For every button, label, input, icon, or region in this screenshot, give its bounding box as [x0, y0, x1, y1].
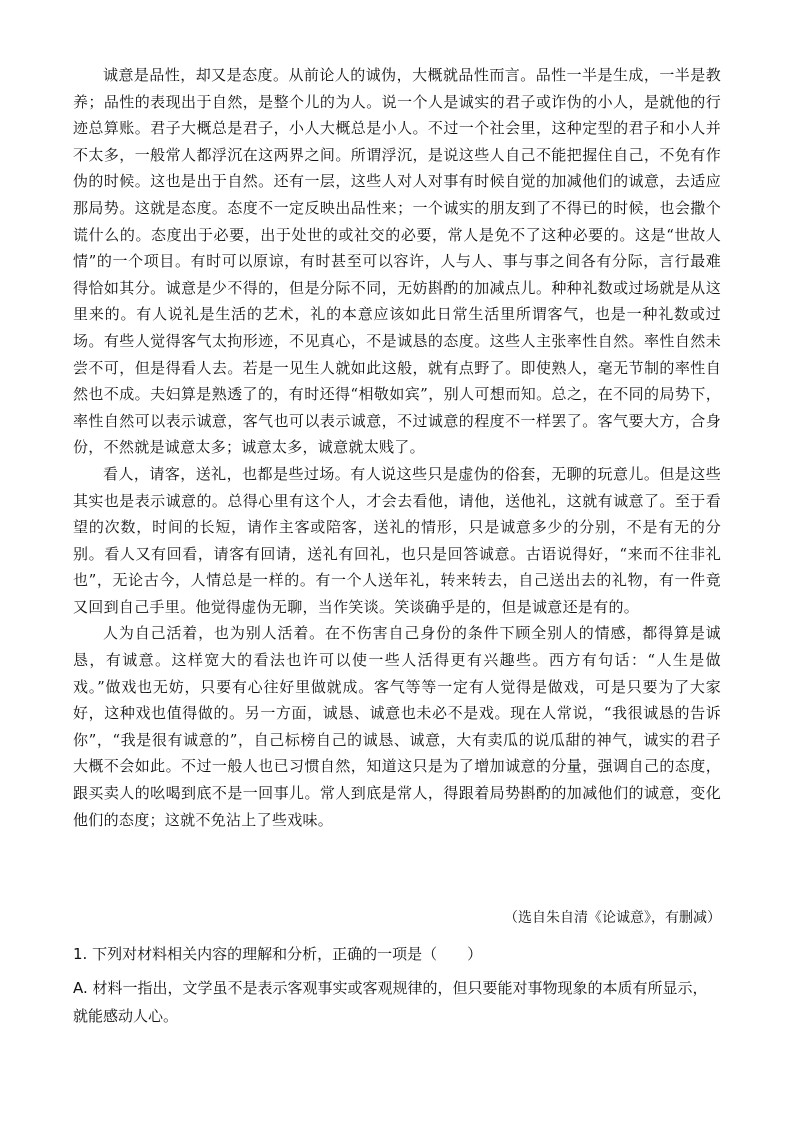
passage-body: [73, 62, 721, 833]
passage-paragraph-1: 诚意是品性，却又是态度。从前论人的诚伪，大概就品性而言。品性一半是生成，一半是教养；品性的表现出于自然，是整个儿的为人。说一个人是诚实的君子或诈伪的小人，是就他的行迹总算账。君子大概总是君子，小人大概总是小人。不过一个社会里，这种定型的君子和小人并不太多，一般常人都浮沉在这两界之间。所谓浮沉，是说这些人自己不能把握住自己，不免有作伪的时候。这也是出于自然。还有一层，这些人对人对事有时候自觉的加减他们的诚意，去适应那局势。这就是态度。态度不一定反映出品性来；一个诚实的朋友到了不得已的时候，也会撒个谎什么的。态度出于必要，出于处世的或社交的必要，常人是免不了这种必要的。这是“世故人情”的一个项目。有时可以原谅，有时甚至可以容许，人与人、事与事之间各有分际，言行最难得恰如其分。诚意是少不得的，但是分际不同，无妨斟酌的加减点儿。种种礼数或过场就是从这里来的。有人说礼是生活的艺术，礼的本意应该如此日常生活里所谓客气，也是一种礼数或过场。有些人觉得客气太拘形迹，不见真心，不是诚恳的态度。这些人主张率性自然。率性自然未尝不可，但是得看人去。若是一见生人就如此这般，就有点野了。即使熟人，毫无节制的率性自然也不成。夫妇算是熟透了的，有时还得“相敬如宾”，别人可想而知。总之，在不同的局势下，率性自然可以表示诚意，客气也可以表示诚意，不过诚意的程度不一样罢了。客气要大方，合身份，不然就是诚意太多；诚意太多，诚意就太贱了。: [73, 66, 721, 457]
passage-paragraph-2: 看人，请客，送礼，也都是些过场。有人说这些只是虚伪的俗套，无聊的玩意儿。但是这些其实也是表示诚意的。总得心里有这个人，才会去看他，请他，送他礼，这就有诚意了。至于看望的次数，时间的长短，请作主客或陪客，送礼的情形，只是诚意多少的分别，不是有无的分别。看人又有回看，请客有回请，送礼有回礼，也只是回答诚意。古语说得好，“来而不往非礼也”，无论古今，人情总是一样的。有一个人送年礼，转来转去，自己送出去的礼物，有一件竟又回到自己手里。他觉得虚伪无聊，当作笑谈。笑谈确乎是的，但是诚意还是有的。: [73, 464, 721, 616]
question-option-a: A. 材料一指出，文学虽不是表示客观事实或客观规律的，但只要能对事物现象的本质有所显示，就能感动人心。: [73, 979, 708, 1025]
question-stem: 1. 下列对材料相关内容的理解和分析，正确的一项是（ ）: [73, 945, 483, 963]
passage-source: （选自朱自清《论诚意》，有删减）: [504, 910, 721, 926]
question-block: [73, 940, 721, 1030]
passage-paragraph-3: 人为自己活着，也为别人活着。在不伤害自己身份的条件下顾全别人的情感，都得算是诚恳，有诚意。这样宽大的看法也许可以使一些人活得更有兴趣些。西方有句话：“人生是做戏。”做戏也无妨，只要有心往好里做就成。客气等等一定有人觉得是做戏，可是只要为了大家好，这种戏也值得做的。另一方面，诚恳、诚意也未必不是戏。现在人常说，“我很诚恳的告诉你”，“我是很有诚意的”，自己标榜自己的诚恳、诚意，大有卖瓜的说瓜甜的神气，诚实的君子大概不会如此。不过一般人也已习惯自然，知道这只是为了增加诚意的分量，强调自己的态度，跟买卖人的吆喝到底不是一回事儿。常人到底是常人，得跟着局势斟酌的加减他们的诚意，变化他们的态度；这就不免沾上了些戏味。: [73, 624, 721, 829]
